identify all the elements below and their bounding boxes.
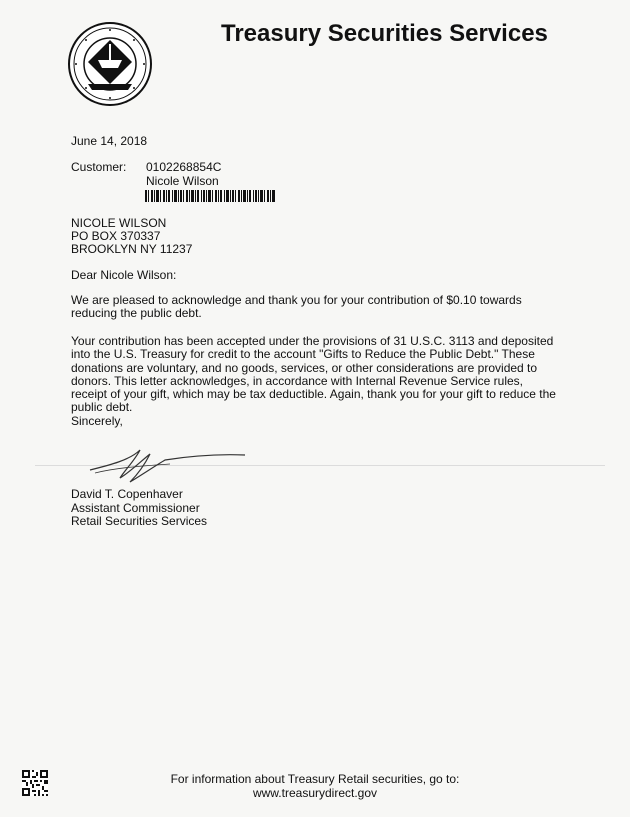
signer-block: [71, 488, 207, 529]
address-line: PO BOX 370337: [71, 229, 161, 243]
signer-name: David T. Copenhaver: [71, 487, 183, 501]
closing: Sincerely,: [71, 414, 123, 428]
signer-title: Assistant Commissioner: [71, 500, 200, 515]
letter-date: June 14, 2018: [71, 134, 148, 148]
signature: [80, 440, 250, 485]
qr-code: [22, 770, 48, 796]
seal-icon: [68, 22, 152, 106]
address-line: BROOKLYN NY 11237: [71, 242, 193, 256]
signer-department: Retail Securities Services: [71, 514, 208, 528]
footer-link[interactable]: www.treasurydirect.gov: [252, 786, 378, 800]
salutation: Dear Nicole Wilson:: [71, 268, 177, 282]
body-paragraph-2: Your contribution has been accepted under the provisions of 31 U.S.C. 3113 and deposited into the U.S. Treasury for credit to the account "Gifts to Reduce the Public Debt." These donations are voluntary, and no goods, services, or other considerations are provided to donors. This letter acknowledges, in accordance with Internal Revenue Service rules, receipt of your gift, which may be tax deductible. Again, thank you for your gift to reduce the public debt.: [71, 334, 556, 415]
customer-id: 0102268854C: [146, 160, 222, 174]
header-title: Treasury Securities Services: [221, 20, 548, 47]
footer-text: For information about Treasury Retail securities, go to:: [170, 772, 460, 786]
address-line: NICOLE WILSON: [71, 216, 167, 230]
customer-label: Customer:: [71, 160, 127, 174]
body-paragraph-1: We are pleased to acknowledge and thank you for your contribution of $0.10 towards reducing the public debt.: [71, 293, 522, 321]
customer-name: Nicole Wilson: [146, 174, 219, 188]
footer: [150, 772, 480, 800]
barcode: [145, 190, 275, 202]
recipient-address: [71, 217, 192, 256]
